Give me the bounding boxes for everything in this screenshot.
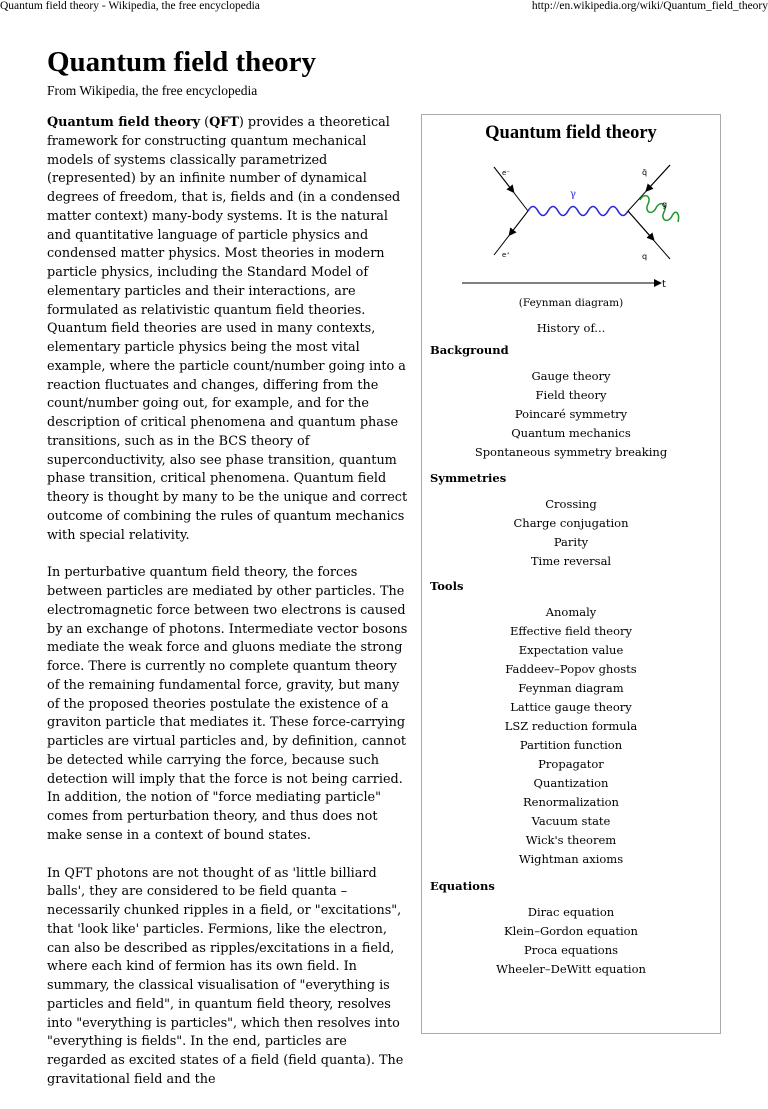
- page-tagline: From Wikipedia, the free encyclopedia: [47, 83, 258, 98]
- section-heading: Equations: [430, 879, 495, 893]
- history-link[interactable]: History of...: [536, 321, 606, 335]
- infobox-link[interactable]: Charge conjugation: [513, 516, 629, 530]
- infobox-link[interactable]: Propagator: [538, 757, 604, 771]
- infobox-link[interactable]: LSZ reduction formula: [504, 719, 638, 733]
- infobox-link[interactable]: Crossing: [545, 497, 597, 511]
- section-heading: Symmetries: [430, 471, 507, 485]
- section-tools: [422, 579, 720, 869]
- infobox-link[interactable]: Feynman diagram: [518, 681, 624, 695]
- section-symmetries: [422, 471, 720, 571]
- infobox-link[interactable]: Time reversal: [530, 554, 612, 568]
- page-title: Quantum field theory: [47, 46, 317, 78]
- diagram-caption: (Feynman diagram): [518, 297, 624, 309]
- article-body: [47, 114, 409, 1109]
- infobox-link[interactable]: Field theory: [535, 388, 607, 402]
- infobox-link[interactable]: Expectation value: [518, 643, 624, 657]
- section-list: [422, 367, 720, 462]
- infobox: [421, 114, 721, 1034]
- infobox-link[interactable]: Faddeev–Popov ghosts: [505, 662, 637, 676]
- infobox-link[interactable]: Anomaly: [545, 605, 597, 619]
- infobox-link[interactable]: Wick's theorem: [525, 833, 617, 847]
- lead-text: ) provides a theoretical framework for constructing quantum mechanical models of systems classically parametrized (represented) by an infinite number of dynamical degrees of freedom, that is, fields and (in a condensed matter context) many-body systems. It is the natural and quantitative language of particle physics and condensed matter physics. Most theories in modern particle physics, including the Standard Model of elementary particles and their interactions, are formulated as relativistic quantum field theories. Quantum field theories are used in many contexts, elementary particle physics being the most vital example, where the particle count/number going into a reaction fluctuates and changes, differing from the count/number going out, for example, and for the description of critical phenomena and quantum phase transitions, such as in the BCS theory of superconductivity, also see phase transition, quantum phase transition, critical phenomena. Quantum field theory is thought by many to be the unique and correct outcome of combining the rules of quantum mechanics with special relativity.: [47, 115, 408, 543]
- section-equations: [422, 879, 720, 979]
- section-list: [422, 495, 720, 571]
- infobox-link[interactable]: Gauge theory: [531, 369, 611, 383]
- feynman-diagram: [422, 155, 722, 295]
- infobox-link[interactable]: Klein–Gordon equation: [504, 924, 638, 938]
- label-photon: γ: [570, 189, 576, 200]
- label-time: t: [662, 279, 666, 290]
- section-list: [422, 903, 720, 979]
- lead-paragraph: Quantum field theory (QFT) provides a theoretical framework for constructing quantum mechanical models of systems classically parametrized (represented) by an infinite number of dynamical degrees of freedom, that is, fields and (in a condensed matter context) many-body systems. It is the natural and quantitative language of particle physics and condensed matter physics. Most theories in modern particle physics, including the Standard Model of elementary particles and their interactions, are formulated as relativistic quantum field theories. Quantum field theories are used in many contexts, elementary particle physics being the most vital example, where the particle count/number going into a reaction fluctuates and changes, differing from the count/number going out, for example, and for the description of critical phenomena and quantum phase transitions, such as in the BCS theory of superconductivity, also see phase transition, quantum phase transition, critical phenomena. Quantum field theory is thought by many to be the unique and correct outcome of combining the rules of quantum mechanics with special relativity.: [47, 115, 408, 543]
- infobox-link[interactable]: Dirac equation: [527, 905, 615, 919]
- label-quark: q: [642, 252, 648, 261]
- infobox-link[interactable]: Effective field theory: [510, 624, 632, 638]
- gluon-loops: [640, 196, 679, 222]
- print-header-title: Quantum field theory - Wikipedia, the free encyclopedia: [0, 0, 260, 12]
- paragraph-forces: In perturbative quantum field theory, the forces between particles are mediated by other particles. The electromagnetic force between two electrons is caused by an exchange of photons. Intermediate vector bosons mediate the weak force and gluons mediate the strong force. There is currently no complete quantum theory of the remaining fundamental force, gravity, but many of the proposed theories postulate the existence of a graviton particle that mediates it. These force-carrying particles are virtual particles and, by definition, cannot be detected while carrying the force, because such detection will imply that the force is not being carried. In addition, the notion of "force mediating particle" comes from perturbation theory, and thus does not make sense in a context of bound states.: [47, 565, 408, 843]
- paragraph-field-quanta: In QFT photons are not thought of as 'little billiard balls', they are considered to be field quanta – necessarily chunked ripples in a field, or "excitations", that 'look like' particles. Fermions, like the electron, can also be described as ripples/excitations in a field, where each kind of fermion has its own field. In summary, the classical visualisation of "everything is particles and field", in quantum field theory, resolves into "everything is particles", which then resolves into "everything is fields". In the end, particles are regarded as excited states of a field (field quanta). The gravitational field and the: [47, 865, 404, 1087]
- section-heading: Background: [430, 343, 509, 357]
- lead-abbreviation: QFT: [209, 115, 239, 130]
- print-header-url[interactable]: http://en.wikipedia.org/wiki/Quantum_field_theory: [531, 0, 768, 12]
- photon-wave: [528, 207, 628, 216]
- section-background: [422, 343, 720, 462]
- infobox-title: Quantum field theory: [485, 123, 657, 143]
- infobox-link[interactable]: Spontaneous symmetry breaking: [474, 445, 668, 459]
- section-heading: Tools: [430, 579, 464, 593]
- label-e-bottom: e⁺: [502, 251, 511, 259]
- infobox-link[interactable]: Wheeler–DeWitt equation: [496, 962, 646, 976]
- infobox-link[interactable]: Partition function: [519, 738, 623, 752]
- label-e-top: e⁻: [502, 169, 511, 177]
- infobox-link[interactable]: Wightman axioms: [518, 852, 624, 866]
- infobox-link[interactable]: Lattice gauge theory: [510, 700, 632, 714]
- infobox-link[interactable]: Quantum mechanics: [511, 426, 631, 440]
- infobox-link[interactable]: Quantization: [533, 776, 609, 790]
- label-gluon: g: [662, 200, 668, 209]
- infobox-link[interactable]: Parity: [553, 535, 589, 549]
- infobox-link[interactable]: Vacuum state: [531, 814, 611, 828]
- infobox-link[interactable]: Proca equations: [523, 943, 619, 957]
- section-list: [422, 603, 720, 869]
- infobox-link[interactable]: Renormalization: [523, 795, 619, 809]
- lead-term: Quantum field theory: [47, 115, 201, 130]
- infobox-link[interactable]: Poincaré symmetry: [514, 407, 628, 421]
- label-antiquark: q̄: [642, 168, 648, 177]
